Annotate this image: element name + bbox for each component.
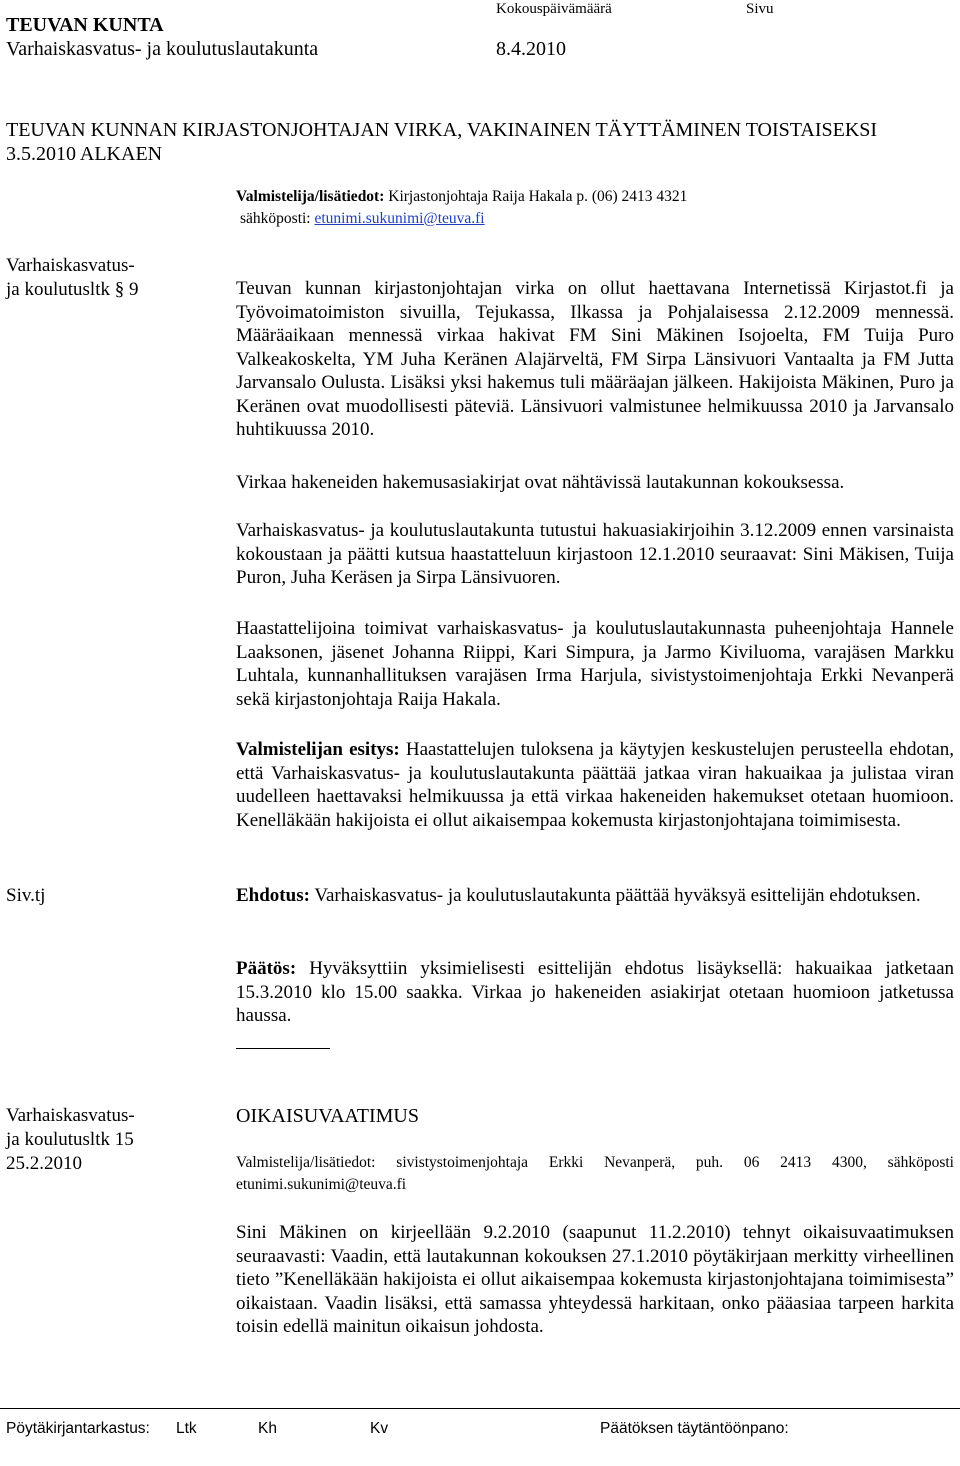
decision-text: Hyväksyttiin yksimielisesti esittelijän ehdotus lisäyksellä: hakuaikaa jatketaan 15.3.2010 klo 15.00 saakka. Virkaa jo hakeneiden asiakirjat otetaan huomioon jatketussa haussa. xyxy=(236,958,955,1026)
meeting-date: 8.4.2010 xyxy=(496,38,566,60)
section1-side-label xyxy=(6,254,138,302)
email-label: sähköposti: xyxy=(240,210,311,227)
section1-paragraph-3: Varhaiskasvatus- ja koulutuslautakunta tutustui hakuasiakirjoihin 3.12.2009 ennen varsinaista kokoustaan ja päätti kutsua haastatteluun kirjastoon 12.1.2010 seuraavat: Sini Mäkisen, Tuija Puron, Juha Keräsen ja Sirpa Länsivuoren. xyxy=(236,520,954,588)
preparer-info xyxy=(236,186,956,230)
motion-paragraph xyxy=(236,884,954,908)
side-board-line1: Varhaiskasvatus- xyxy=(6,255,135,276)
end-rule xyxy=(236,1048,330,1049)
footer-ltk: Ltk xyxy=(176,1420,197,1437)
meeting-date-label: Kokouspäivämäärä xyxy=(496,1,612,17)
board-name: Varhaiskasvatus- ja koulutuslautakunta xyxy=(6,38,319,60)
preparer-label: Valmistelija/lisätiedot: xyxy=(236,188,385,205)
section2-preparer: Valmistelija/lisätiedot: sivistystoimenjohtaja Erkki Nevanperä, puh. 06 2413 4300, sähköposti xyxy=(236,1154,954,1171)
section2-side-label xyxy=(6,1104,135,1176)
footer-kv: Kv xyxy=(370,1420,389,1437)
side-siv-tj: Siv.tj xyxy=(6,885,46,906)
footer-check-label: Pöytäkirjantarkastus: xyxy=(6,1420,150,1437)
footer-kh: Kh xyxy=(258,1420,277,1437)
section2-email: etunimi.sukunimi@teuva.fi xyxy=(236,1176,407,1193)
section2-paragraph-1: Sini Mäkinen on kirjeellään 9.2.2010 (saapunut 11.2.2010) tehnyt oikaisuvaatimuksen seuraavasti: Vaadin, että lautakunnan kokouksen 27.1.2010 pöytäkirjaan merkitty virheellinen tieto ”Kenelläkään hakijoista ei ollut aikaisempaa kokemusta kirjastonjohtajana toimimisesta” oikaistaan. Vaadin lisäksi, että samassa yhteydessä harkitaan, onko pääasiaa tarpeen harkita toisin edellä mainitun oikaisun johdosta. xyxy=(236,1222,954,1337)
decision-paragraph xyxy=(236,957,954,1028)
side2-date: 25.2.2010 xyxy=(6,1153,82,1174)
page-label: Sivu xyxy=(746,1,774,17)
organization-name: TEUVAN KUNTA xyxy=(6,14,164,36)
side2-line1: Varhaiskasvatus- xyxy=(6,1105,135,1126)
document-title xyxy=(6,118,956,166)
motion-label: Ehdotus: xyxy=(236,885,310,906)
motion-text: Varhaiskasvatus- ja koulutuslautakunta päättää hyväksyä esittelijän ehdotuksen. xyxy=(314,885,921,906)
section1-paragraph-4: Haastattelijoina toimivat varhaiskasvatus- ja koulutuslautakunnasta puheenjohtaja Hannele Laaksonen, jäsenet Johanna Riippi, Kari Simpura, ja Jarmo Kiviluoma, varajäsen Markku Luhtala, kunnanhallituksen varajäsen Irma Harjula, sivistystoimenjohtaja Erkki Nevanperä sekä kirjastonjohtaja Raija Hakala. xyxy=(236,618,954,710)
preparer-text: Kirjastonjohtaja Raija Hakala p. (06) 2413 4321 xyxy=(388,188,688,205)
footer-rule xyxy=(0,1408,960,1409)
side2-line2: ja koulutusltk 15 xyxy=(6,1129,134,1150)
proposal-paragraph xyxy=(236,738,954,832)
title-line-1: TEUVAN KUNNAN KIRJASTONJOHTAJAN VIRKA, VAKINAINEN TÄYTTÄMINEN TOISTAISEKSI xyxy=(6,119,878,141)
side-board-line2: ja koulutusltk § 9 xyxy=(6,279,139,300)
footer-execution-label: Päätöksen täytäntöönpano: xyxy=(600,1420,789,1437)
title-line-2: 3.5.2010 ALKAEN xyxy=(6,143,163,165)
section2-heading: OIKAISUVAATIMUS xyxy=(236,1105,419,1127)
proposal-label: Valmistelijan esitys: xyxy=(236,739,400,760)
section1-paragraph-2: Virkaa hakeneiden hakemusasiakirjat ovat nähtävissä lautakunnan kokouksessa. xyxy=(236,472,845,493)
proposal-text: Haastattelujen tuloksena ja käytyjen keskustelujen perusteella ehdotan, että Varhaiskasvatus- ja koulutuslautakunta päättää jatkaa viran hakuaikaa ja julistaa viran uudelleen haettavaksi helmikuussa ja että virkaa hakeneiden hakemukset otetaan huomioon. Kenelläkään hakijoista ei ollut aikaisempaa kokemusta kirjastonjohtajana toimimisesta. xyxy=(236,739,954,831)
section1-paragraph-1: Teuvan kunnan kirjastonjohtajan virka on ollut haettavana Internetissä Kirjastot.fi ja Työvoimatoimiston sivuilla, Tejukassa, Ilkassa ja Pohjalaisessa 2.12.2009 mennessä. Määräaikaan mennessä virkaa hakivat FM Sini Mäkinen Isojoelta, FM Tuija Puro Valkeakoskelta, YM Juha Keränen Alajärveltä, FM Sirpa Länsivuori Vantaalta ja FM Jutta Jarvansalo Oulusta. Lisäksi yksi hakemus tuli määräajan jälkeen. Hakijoista Mäkinen, Puro ja Keränen ovat muodollisesti päteviä. Länsivuori valmistunee helmikuussa 2010 ja Jarvansalo huhtikuussa 2010. xyxy=(236,278,954,440)
decision-label: Päätös: xyxy=(236,958,297,979)
email-link[interactable]: etunimi.sukunimi@teuva.fi xyxy=(314,210,485,227)
